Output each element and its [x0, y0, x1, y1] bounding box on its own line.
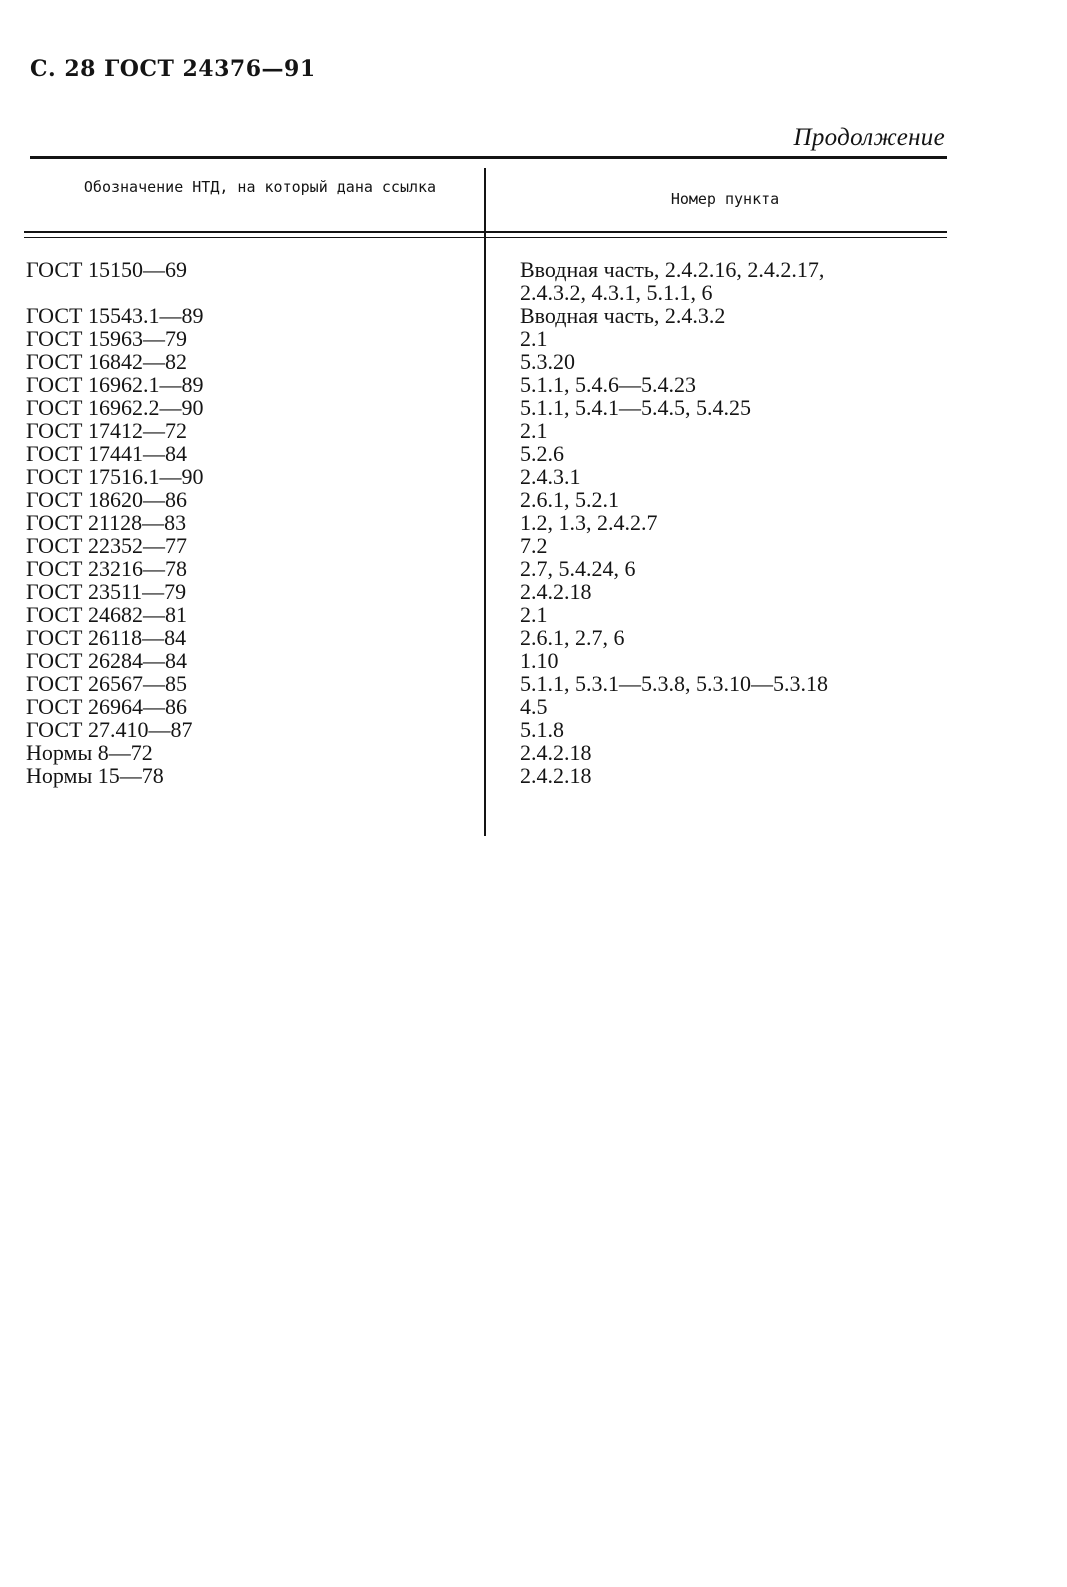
clause-cell: 5.1.1, 5.3.1—5.3.8, 5.3.10—5.3.18 [520, 671, 828, 696]
clause-cell: 5.3.20 [520, 349, 575, 374]
clause-cell: 4.5 [520, 694, 548, 719]
clause-cell: 5.2.6 [520, 441, 564, 466]
clause-cell: 5.1.1, 5.4.1—5.4.5, 5.4.25 [520, 395, 751, 420]
clause-cell: 2.1 [520, 418, 548, 443]
document-cell: ГОСТ 24682—81 [26, 602, 187, 627]
table-row [0, 764, 960, 787]
document-cell: ГОСТ 17441—84 [26, 441, 187, 466]
clause-cell: Вводная часть, 2.4.3.2 [520, 303, 726, 328]
clause-cell: 2.4.3.1 [520, 464, 581, 489]
document-cell: ГОСТ 15150—69 [26, 257, 187, 282]
clause-cell: 1.10 [520, 648, 559, 673]
clause-cell: 2.4.2.18 [520, 740, 592, 765]
document-cell: ГОСТ 15543.1—89 [26, 303, 204, 328]
reference-table-body [0, 258, 960, 787]
column-header-document: Обозначение НТД, на который дана ссылка [83, 178, 437, 196]
document-cell: ГОСТ 23216—78 [26, 556, 187, 581]
clause-cell: 2.1 [520, 326, 548, 351]
document-cell: ГОСТ 26567—85 [26, 671, 187, 696]
table-row [0, 419, 960, 442]
document-cell: Нормы 8—72 [26, 740, 153, 765]
document-cell: Нормы 15—78 [26, 763, 164, 788]
table-row [0, 465, 960, 488]
document-cell: ГОСТ 21128—83 [26, 510, 187, 535]
clause-cell: 5.1.8 [520, 717, 564, 742]
table-row [0, 557, 960, 580]
table-row [0, 534, 960, 557]
table-row [0, 603, 960, 626]
clause-cell: 7.2 [520, 533, 548, 558]
clause-cell: 2.7, 5.4.24, 6 [520, 556, 636, 581]
table-row [0, 396, 960, 419]
document-cell: ГОСТ 17412—72 [26, 418, 187, 443]
table-row [0, 626, 960, 649]
document-cell: ГОСТ 27.410—87 [26, 717, 193, 742]
clause-cell: 5.1.1, 5.4.6—5.4.23 [520, 372, 696, 397]
table-row [0, 304, 960, 327]
table-row [0, 442, 960, 465]
table-row [0, 511, 960, 534]
clause-cell: 2.6.1, 2.7, 6 [520, 625, 625, 650]
table-row [0, 373, 960, 396]
document-cell: ГОСТ 16842—82 [26, 349, 187, 374]
table-top-rule [30, 156, 947, 159]
clause-cell: 2.4.2.18 [520, 579, 592, 604]
page-header: С. 28 ГОСТ 24376—91 [30, 56, 316, 82]
clause-cell: 2.6.1, 5.2.1 [520, 487, 619, 512]
table-row [0, 580, 960, 603]
table-row [0, 741, 960, 764]
table-row [0, 488, 960, 511]
table-row [0, 327, 960, 350]
document-cell: ГОСТ 16962.2—90 [26, 395, 204, 420]
table-row [0, 718, 960, 741]
document-cell: ГОСТ 22352—77 [26, 533, 187, 558]
document-cell: ГОСТ 15963—79 [26, 326, 187, 351]
document-cell: ГОСТ 18620—86 [26, 487, 187, 512]
clause-cell: 2.4.2.18 [520, 763, 592, 788]
clause-cell: 2.1 [520, 602, 548, 627]
table-row [0, 350, 960, 373]
document-cell: ГОСТ 26118—84 [26, 625, 187, 650]
table-row [0, 695, 960, 718]
table-row [0, 258, 960, 304]
table-row [0, 649, 960, 672]
document-cell: ГОСТ 23511—79 [26, 579, 187, 604]
document-cell: ГОСТ 17516.1—90 [26, 464, 204, 489]
document-cell: ГОСТ 16962.1—89 [26, 372, 204, 397]
document-cell: ГОСТ 26964—86 [26, 694, 187, 719]
clause-cell: Вводная часть, 2.4.2.16, 2.4.2.17, 2.4.3.2, 4.3.1, 5.1.1, 6 [520, 257, 825, 305]
clause-cell: 1.2, 1.3, 2.4.2.7 [520, 510, 658, 535]
continuation-label: Продолжение [793, 124, 945, 151]
document-cell: ГОСТ 26284—84 [26, 648, 187, 673]
table-row [0, 672, 960, 695]
column-header-clause: Номер пункта [670, 190, 780, 208]
